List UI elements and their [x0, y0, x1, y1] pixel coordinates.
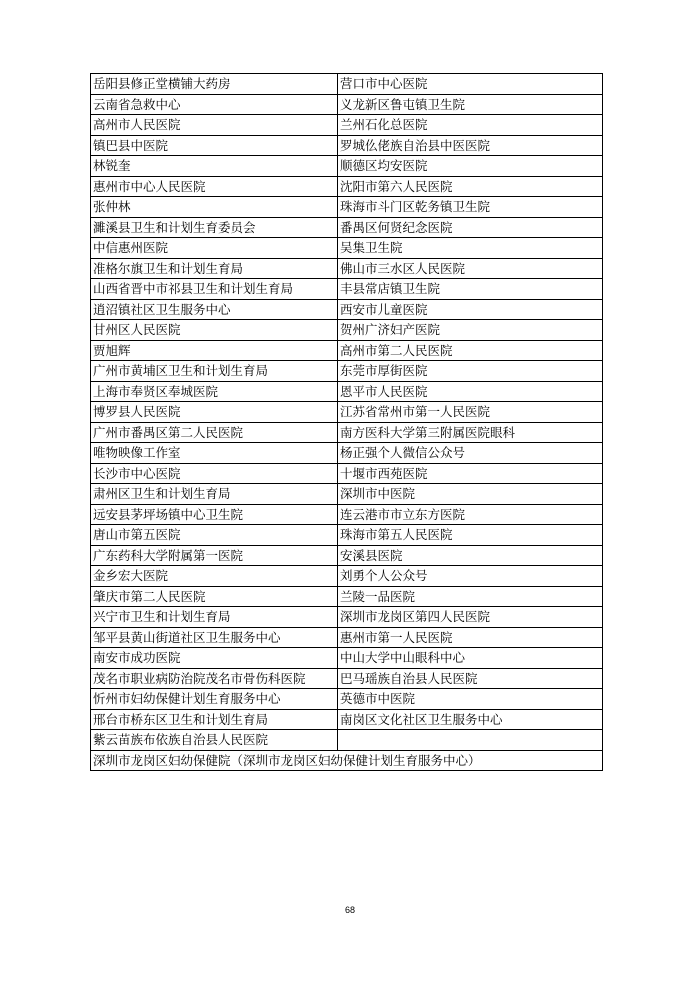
- table-row: [91, 504, 603, 525]
- organization-table: [90, 73, 603, 771]
- right-cell: 营口市中心医院: [338, 74, 603, 95]
- left-cell: 金乡宏大医院: [91, 566, 338, 587]
- table-row: [91, 648, 603, 669]
- right-cell: 江苏省常州市第一人民医院: [338, 402, 603, 423]
- right-cell: 番禺区何贤纪念医院: [338, 217, 603, 238]
- table-row: [91, 258, 603, 279]
- table-row: [91, 299, 603, 320]
- table-row: [91, 709, 603, 730]
- left-cell: 贾旭辉: [91, 340, 338, 361]
- left-cell: 镇巴县中医院: [91, 135, 338, 156]
- left-cell: 广东药科大学附属第一医院: [91, 545, 338, 566]
- left-cell: 林锐奎: [91, 156, 338, 177]
- right-cell: 杨正强个人微信公众号: [338, 443, 603, 464]
- table-row: [91, 176, 603, 197]
- table-row: [91, 689, 603, 710]
- right-cell: 恩平市人民医院: [338, 381, 603, 402]
- left-cell: 甘州区人民医院: [91, 320, 338, 341]
- table-row: [91, 422, 603, 443]
- right-cell: 珠海市斗门区乾务镇卫生院: [338, 197, 603, 218]
- right-cell: 兰陵一品医院: [338, 586, 603, 607]
- left-cell: 高州市人民医院: [91, 115, 338, 136]
- left-cell: 唐山市第五医院: [91, 525, 338, 546]
- right-cell: 珠海市第五人民医院: [338, 525, 603, 546]
- table-row: [91, 402, 603, 423]
- left-cell: 广州市番禺区第二人民医院: [91, 422, 338, 443]
- table-row: [91, 361, 603, 382]
- right-cell: 吴集卫生院: [338, 238, 603, 259]
- right-cell: 深圳市龙岗区第四人民医院: [338, 607, 603, 628]
- table-row: [91, 463, 603, 484]
- right-cell: 南岗区文化社区卫生服务中心: [338, 709, 603, 730]
- left-cell: 紫云苗族布依族自治县人民医院: [91, 730, 338, 751]
- left-cell: 岳阳县修正堂横铺大药房: [91, 74, 338, 95]
- left-cell: 张仲林: [91, 197, 338, 218]
- table-row: [91, 156, 603, 177]
- left-cell: 广州市黄埔区卫生和计划生育局: [91, 361, 338, 382]
- left-cell: 惠州市中心人民医院: [91, 176, 338, 197]
- left-cell: 兴宁市卫生和计划生育局: [91, 607, 338, 628]
- left-cell: 逍沼镇社区卫生服务中心: [91, 299, 338, 320]
- table-row: [91, 627, 603, 648]
- right-cell: [338, 730, 603, 751]
- left-cell: 博罗县人民医院: [91, 402, 338, 423]
- left-cell: 邢台市桥东区卫生和计划生育局: [91, 709, 338, 730]
- table-row: [91, 607, 603, 628]
- left-cell: 濉溪县卫生和计划生育委员会: [91, 217, 338, 238]
- table-row: [91, 94, 603, 115]
- table-row: [91, 443, 603, 464]
- table-row: [91, 135, 603, 156]
- table-row: [91, 586, 603, 607]
- left-cell: 准格尔旗卫生和计划生育局: [91, 258, 338, 279]
- right-cell: 南方医科大学第三附属医院眼科: [338, 422, 603, 443]
- right-cell: 巴马瑶族自治县人民医院: [338, 668, 603, 689]
- right-cell: 丰县常店镇卫生院: [338, 279, 603, 300]
- left-cell: 上海市奉贤区奉城医院: [91, 381, 338, 402]
- table-row: [91, 545, 603, 566]
- table-row: [91, 320, 603, 341]
- right-cell: 十堰市西苑医院: [338, 463, 603, 484]
- table-row: [91, 115, 603, 136]
- final-table-row: [91, 750, 603, 771]
- table-row: [91, 197, 603, 218]
- organization-table-body: [91, 74, 603, 771]
- final-row-cell: 深圳市龙岗区妇幼保健院（深圳市龙岗区妇幼保健计划生育服务中心）: [91, 750, 603, 771]
- right-cell: 沈阳市第六人民医院: [338, 176, 603, 197]
- right-cell: 西安市儿童医院: [338, 299, 603, 320]
- table-row: [91, 279, 603, 300]
- right-cell: 深圳市中医院: [338, 484, 603, 505]
- table-row: [91, 217, 603, 238]
- right-cell: 罗城仫佬族自治县中医医院: [338, 135, 603, 156]
- right-cell: 高州市第二人民医院: [338, 340, 603, 361]
- right-cell: 佛山市三水区人民医院: [338, 258, 603, 279]
- left-cell: 远安县茅坪场镇中心卫生院: [91, 504, 338, 525]
- table-row: [91, 381, 603, 402]
- right-cell: 惠州市第一人民医院: [338, 627, 603, 648]
- right-cell: 义龙新区鲁屯镇卫生院: [338, 94, 603, 115]
- table-row: [91, 74, 603, 95]
- right-cell: 英德市中医院: [338, 689, 603, 710]
- table-row: [91, 730, 603, 751]
- right-cell: 顺德区均安医院: [338, 156, 603, 177]
- right-cell: 安溪县医院: [338, 545, 603, 566]
- right-cell: 东莞市厚街医院: [338, 361, 603, 382]
- table-row: [91, 566, 603, 587]
- right-cell: 连云港市市立东方医院: [338, 504, 603, 525]
- left-cell: 忻州市妇幼保健计划生育服务中心: [91, 689, 338, 710]
- table-row: [91, 340, 603, 361]
- left-cell: 南安市成功医院: [91, 648, 338, 669]
- left-cell: 肃州区卫生和计划生育局: [91, 484, 338, 505]
- left-cell: 山西省晋中市祁县卫生和计划生育局: [91, 279, 338, 300]
- left-cell: 茂名市职业病防治院茂名市骨伤科医院: [91, 668, 338, 689]
- table-row: [91, 668, 603, 689]
- left-cell: 肇庆市第二人民医院: [91, 586, 338, 607]
- left-cell: 唯物映像工作室: [91, 443, 338, 464]
- right-cell: 兰州石化总医院: [338, 115, 603, 136]
- right-cell: 中山大学中山眼科中心: [338, 648, 603, 669]
- left-cell: 中信惠州医院: [91, 238, 338, 259]
- left-cell: 邹平县黄山街道社区卫生服务中心: [91, 627, 338, 648]
- left-cell: 云南省急救中心: [91, 94, 338, 115]
- page-number: 68: [344, 905, 355, 915]
- left-cell: 长沙市中心医院: [91, 463, 338, 484]
- table-row: [91, 238, 603, 259]
- table-row: [91, 525, 603, 546]
- table-row: [91, 484, 603, 505]
- right-cell: 贺州广济妇产医院: [338, 320, 603, 341]
- right-cell: 刘勇个人公众号: [338, 566, 603, 587]
